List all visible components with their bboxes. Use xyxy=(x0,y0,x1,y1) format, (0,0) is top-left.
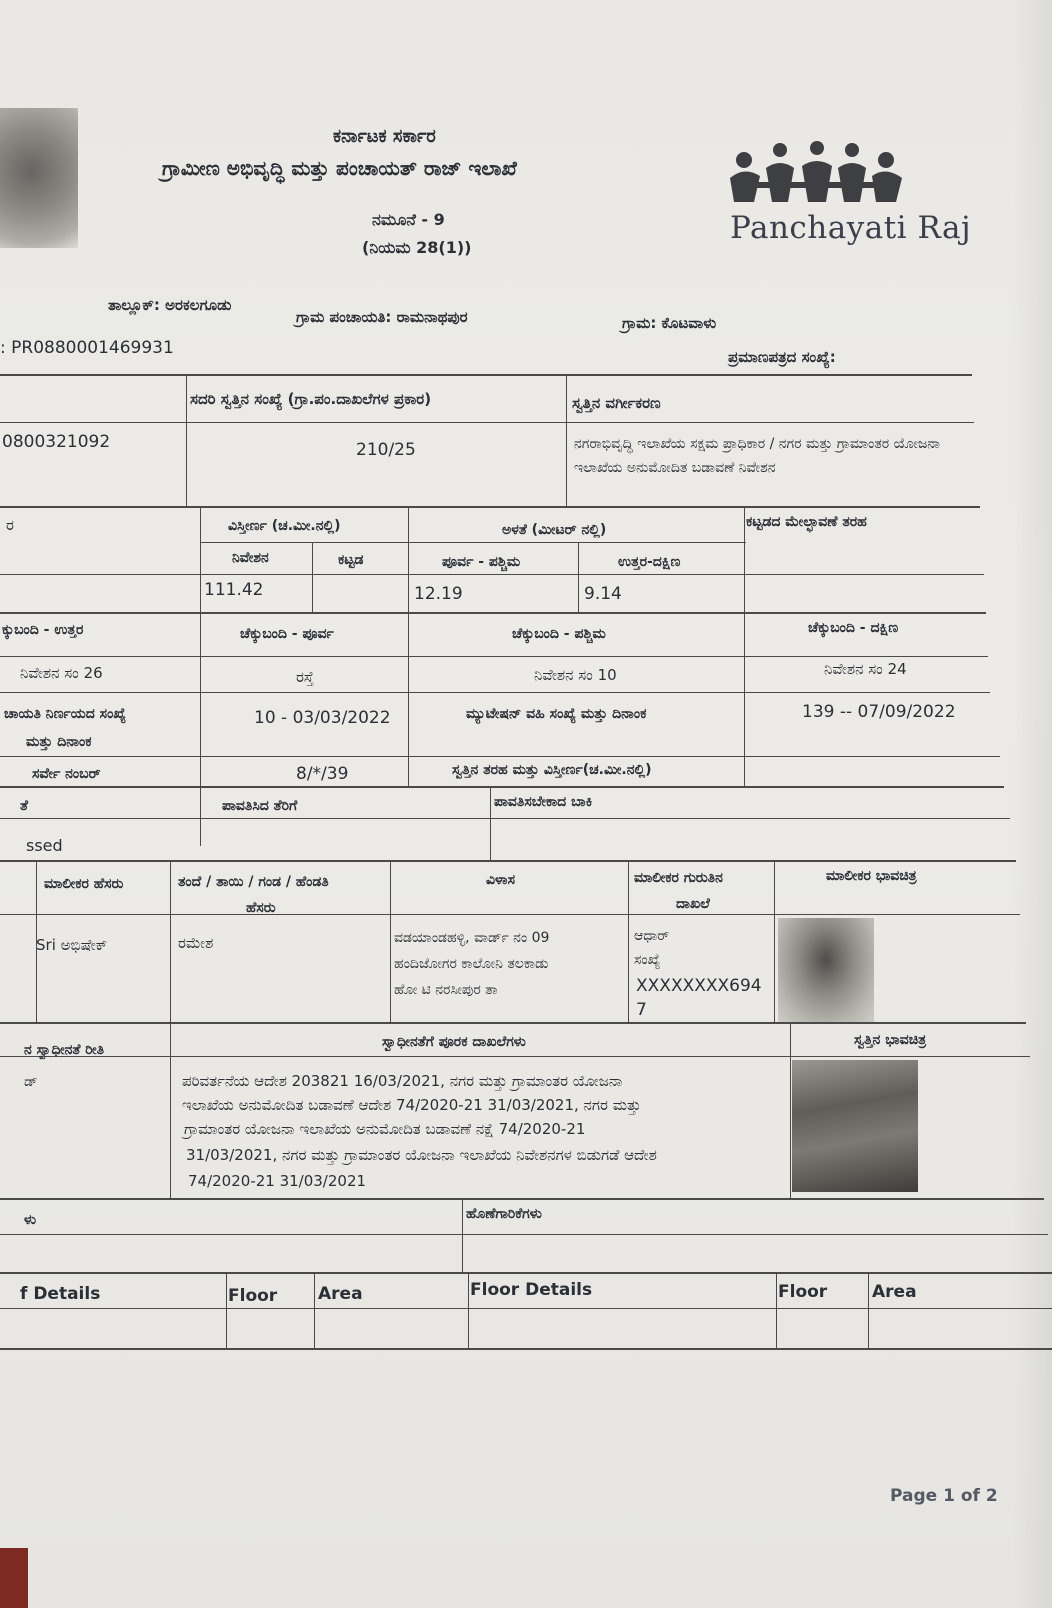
property-photo xyxy=(792,1060,918,1192)
owner-id-label-line1: ಮಾಲೀಕರ ಗುರುತಿನ xyxy=(634,870,723,886)
south-boundary-label: ಚೆಕ್ಕುಬಂದಿ - ದಕ್ಷಿಣ xyxy=(808,620,899,636)
govt-title: ಕರ್ನಾಟಕ ಸರ್ಕಾರ xyxy=(333,126,436,147)
grid-line xyxy=(0,1022,1026,1024)
floor-left-label: Floor xyxy=(228,1286,278,1306)
grid-line xyxy=(490,786,491,860)
owner-address-line1: ವಡಯಾಂಡಹಳ್ಳಿ, ವಾರ್ಡ್ ನಂ 09 xyxy=(394,930,550,946)
certificate-label: ಪ್ರಮಾಣಪತ್ರದ ಸಂಖ್ಯೆ: xyxy=(728,348,836,366)
resolution-value: 10 - 03/03/2022 xyxy=(254,708,391,728)
grid-line xyxy=(0,506,980,508)
address-label: ವಿಳಾಸ xyxy=(486,872,516,888)
property-id: 0800321092 xyxy=(2,432,111,452)
grid-line xyxy=(790,1022,791,1198)
area-label: ವಿಸ್ತೀರ್ಣ (ಚ.ಮೀ.ನಲ್ಲಿ) xyxy=(228,518,341,534)
grid-line xyxy=(0,818,1010,819)
grid-line xyxy=(468,1272,469,1348)
property-classification: ನಗರಾಭಿವೃದ್ಧಿ ಇಲಾಖೆಯ ಸಕ್ಷಮ ಪ್ರಾಧಿಕಾರ / ನಗರ ಮತ್ತು ಗ್ರಾಮಾಂತರ ಯೋಜನಾ ಇಲಾಖೆಯ ಅನುಮೋದಿತ ಬಡಾವಣೆ ನಿವೇಶನ xyxy=(574,436,940,476)
property-photo-label: ಸ್ವತ್ತಿನ ಭಾವಚಿತ್ರ xyxy=(854,1032,927,1048)
east-west-label: ಪೂರ್ವ - ಪಶ್ಚಿಮ xyxy=(442,554,521,570)
grid-line xyxy=(0,1198,1044,1200)
liabilities-label: ಹೊಣೆಗಾರಿಕೆಗಳು xyxy=(466,1206,542,1222)
owner-address-line2: ಹಂದಿಜೋಗರ ಕಾಲೋನಿ ತಲಕಾಡು xyxy=(394,956,549,972)
survey-value: 8/*/39 xyxy=(296,764,349,784)
owner-relation: ರಮೇಶ xyxy=(178,934,214,952)
grid-line xyxy=(0,1234,1048,1235)
owner-id-type-line2: ಸಂಖ್ಯೆ xyxy=(634,952,661,968)
logo-text: Panchayati Raj xyxy=(730,210,972,246)
floor-details-right-label: Floor Details xyxy=(470,1280,593,1300)
paper-shadow xyxy=(1012,0,1052,1608)
page-number: Page 1 of 2 xyxy=(890,1486,998,1506)
department-title: ಗ್ರಾಮೀಣ ಅಭಿವೃದ್ಧಿ ಮತ್ತು ಪಂಚಾಯತ್ ರಾಜ್ ಇಲಾಖೆ xyxy=(162,156,517,180)
owner-id-value-line1: XXXXXXXX694 xyxy=(636,976,762,996)
pr-number: : PR0880001469931 xyxy=(0,338,174,358)
property-number: 210/25 xyxy=(356,440,416,460)
classification-label: ಸ್ವತ್ತಿನ ವರ್ಗೀಕರಣ xyxy=(572,394,661,412)
grid-line xyxy=(462,1198,463,1272)
resolution-label-line1: ಚಾಯತಿ ನಿರ್ಣಯದ ಸಂಖ್ಯೆ xyxy=(4,706,126,722)
background-corner xyxy=(0,1548,28,1608)
survey-label: ಸರ್ವೇ ನಂಬರ್ xyxy=(32,766,101,782)
south-boundary-value: ನಿವೇಶನ ಸಂ 24 xyxy=(824,660,907,678)
liabilities-left-label: ಳು xyxy=(24,1212,37,1228)
grid-line xyxy=(0,1348,1052,1350)
dimensions-row-label: ರ xyxy=(6,516,14,534)
grid-line xyxy=(200,542,746,543)
north-boundary-value: ನಿವೇಶನ ಸಂ 26 xyxy=(20,664,103,682)
grid-line xyxy=(0,860,1016,862)
east-boundary-value: ರಸ್ತೆ xyxy=(296,668,314,686)
grid-line xyxy=(774,860,775,1022)
site-label: ನಿವೇಶನ xyxy=(232,550,269,566)
ownership-docs-line3: ಗ್ರಾಮಾಂತರ ಯೋಜನಾ ಇಲಾಖೆಯ ಅನುಮೋದಿತ ಬಡಾವಣೆ ನಕ್ಷೆ 74/2020-21 xyxy=(184,1120,586,1138)
floor-right-label: Floor xyxy=(778,1282,828,1302)
ownership-mode-value: ಡ್ xyxy=(24,1074,38,1090)
roof-type-label: ಕಟ್ಟಡದ ಮೇಲ್ಛಾವಣೆ ತರಹ xyxy=(746,514,867,530)
owner-name: Sri ಅಭಿಷೇಕ್ xyxy=(36,936,108,954)
owner-id-type-line1: ಆಧಾರ್ xyxy=(634,928,670,944)
owner-photo-label: ಮಾಲೀಕರ ಭಾವಚಿತ್ರ xyxy=(826,868,917,884)
grid-line xyxy=(390,860,391,1022)
state-emblem-icon xyxy=(0,108,78,248)
east-west-value: 12.19 xyxy=(414,584,463,604)
grid-line xyxy=(0,656,988,657)
property-type-label: ಸ್ವತ್ತಿನ ತರಹ ಮತ್ತು ವಿಸ್ತೀರ್ಣ(ಚ.ಮೀ.ನಲ್ಲಿ) xyxy=(452,762,652,778)
panchayati-raj-logo-icon xyxy=(722,138,908,208)
mutation-value: 139 -- 07/09/2022 xyxy=(802,702,956,722)
grid-line xyxy=(186,374,187,506)
north-south-value: 9.14 xyxy=(584,584,622,604)
site-area-value: 111.42 xyxy=(204,580,264,600)
ownership-mode-label: ನ ಸ್ವಾಧೀನತೆ ರೀತಿ xyxy=(24,1042,105,1058)
village: ಗ್ರಾಮ: ಕೊಟವಾಳು xyxy=(622,314,717,332)
measure-label: ಅಳತೆ (ಮೀಟರ್ ನಲ್ಲಿ) xyxy=(502,522,607,538)
owner-address-line3: ಹೋ ಟಿ ನರಸೀಪುರ ತಾ xyxy=(394,982,498,998)
grid-line xyxy=(312,542,313,612)
ownership-docs-line2: ಇಲಾಖೆಯ ಅನುಮೋದಿತ ಬಡಾವಣೆ ಆದೇಶ 74/2020-21 31/03/2021, ನಗರ ಮತ್ತು xyxy=(182,1096,641,1114)
property-number-label: ಸದರಿ ಸ್ವತ್ತಿನ ಸಂಖ್ಯೆ (ಗ್ರಾ.ಪಂ.ದಾಖಲೆಗಳ ಪ್ರಕಾರ) xyxy=(190,390,432,408)
grid-line xyxy=(0,374,972,376)
ownership-docs-line4: 31/03/2021, ನಗರ ಮತ್ತು ಗ್ರಾಮಾಂತರ ಯೋಜನಾ ಇಲಾಖೆಯ ನಿವೇಶನಗಳ ಬಿಡುಗಡೆ ಆದೇಶ xyxy=(186,1146,657,1164)
grid-line xyxy=(0,692,990,693)
owner-name-label: ಮಾಲೀಕರ ಹೆಸರು xyxy=(44,876,124,892)
relation-label-line2: ಹೆಸರು xyxy=(246,900,276,916)
form-number: ನಮೂನೆ - 9 xyxy=(372,210,445,229)
grid-line xyxy=(578,542,579,612)
grid-line xyxy=(200,506,201,846)
area-right-label: Area xyxy=(872,1282,917,1302)
grid-line xyxy=(0,574,984,575)
east-boundary-label: ಚೆಕ್ಕುಬಂದಿ - ಪೂರ್ವ xyxy=(240,626,334,642)
area-left-label: Area xyxy=(318,1284,363,1304)
owner-id-value-line2: 7 xyxy=(636,1000,647,1020)
ownership-docs-line1: ಪರಿವರ್ತನೆಯ ಆದೇಶ 203821 16/03/2021, ನಗರ ಮತ್ತು ಗ್ರಾಮಾಂತರ ಯೋಜನಾ xyxy=(182,1072,623,1090)
grid-line xyxy=(0,612,986,614)
north-south-label: ಉತ್ತರ-ದಕ್ಷಿಣ xyxy=(618,554,681,570)
tax-due-label: ಪಾವತಿಸಬೇಕಾದ ಬಾಕಿ xyxy=(494,794,593,810)
resolution-label-line2: ಮತ್ತು ದಿನಾಂಕ xyxy=(26,734,92,750)
assessed-text: ssed xyxy=(26,836,63,855)
grid-line xyxy=(0,756,1000,757)
grid-line xyxy=(314,1272,315,1348)
west-boundary-label: ಚೆಕ್ಕುಬಂದಿ - ಪಶ್ಚಿಮ xyxy=(512,626,606,642)
grid-line xyxy=(0,422,974,423)
grid-line xyxy=(0,786,1004,788)
tax-paid-label: ಪಾವತಿಸಿದ ತೆರಿಗೆ xyxy=(222,798,298,814)
owner-photo xyxy=(778,918,874,1022)
north-boundary-label: ಕ್ಕುಬಂದಿ - ಉತ್ತರ xyxy=(2,622,84,638)
grid-line xyxy=(0,1272,1052,1274)
grid-line xyxy=(226,1272,227,1348)
west-boundary-value: ನಿವೇಶನ ಸಂ 10 xyxy=(534,666,617,684)
gram-panchayat: ಗ್ರಾಮ ಪಂಚಾಯತಿ: ರಾಮನಾಥಪುರ xyxy=(296,308,468,326)
grid-line xyxy=(170,860,171,1198)
tax-row-label: ತೆ xyxy=(20,798,28,814)
grid-line xyxy=(868,1272,869,1348)
ownership-docs-label: ಸ್ವಾಧೀನತೆಗೆ ಪೂರಕ ದಾಖಲೆಗಳು xyxy=(382,1034,526,1050)
building-label: ಕಟ್ಟಡ xyxy=(338,552,364,568)
grid-line xyxy=(744,506,745,786)
grid-line xyxy=(628,860,629,1022)
grid-line xyxy=(566,374,567,506)
owner-id-label-line2: ದಾಖಲೆ xyxy=(676,896,710,912)
grid-line xyxy=(0,1308,1052,1309)
grid-line xyxy=(408,506,409,786)
relation-label-line1: ತಂದೆ / ತಾಯಿ / ಗಂಡ / ಹೆಂಡತಿ xyxy=(178,874,329,890)
grid-line xyxy=(776,1272,777,1348)
ownership-docs-line5: 74/2020-21 31/03/2021 xyxy=(188,1172,367,1190)
floor-details-left-label: f Details xyxy=(20,1284,101,1304)
mutation-label: ಮ್ಯುಟೇಷನ್ ವಹಿ ಸಂಖ್ಯೆ ಮತ್ತು ದಿನಾಂಕ xyxy=(466,706,647,722)
grid-line xyxy=(0,1056,1030,1057)
grid-line xyxy=(0,914,1020,915)
form-rule: (ನಿಯಮ 28(1)) xyxy=(362,238,472,257)
taluk: ತಾಲ್ಲೂಕ್: ಅರಕಲಗೂಡು xyxy=(108,296,232,314)
